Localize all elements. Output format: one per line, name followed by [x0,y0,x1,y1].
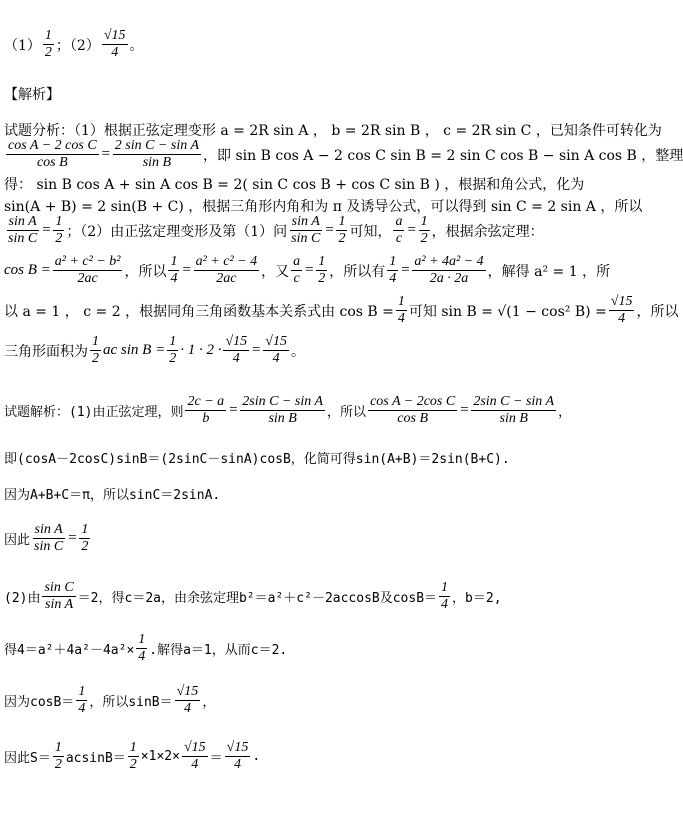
fraction-part: 1 [336,214,347,231]
fraction-part [396,294,407,327]
fraction-part: 2 [55,231,63,247]
fraction-part: sin B [142,155,172,171]
fraction-part [185,394,226,427]
fraction-part: 1 [76,684,87,701]
text-segment: 因为cosB＝ [4,695,75,711]
text-segment: ，所以 [124,263,167,280]
fraction-part [387,254,398,287]
text-segment: 得4＝a²＋4a²－4a²× [4,643,135,659]
fraction [6,138,99,171]
text-segment: = [228,402,239,419]
solution-line-7 [4,684,215,717]
fraction-part: 2 [54,757,62,773]
fraction-part: 1 [53,214,64,231]
analysis-line-6 [4,254,610,287]
fraction-part: sin A [33,522,65,539]
fraction-part [53,254,123,287]
fraction-part: 1 [79,522,90,539]
fraction-part: c [395,231,403,247]
fraction-part: 4 [441,597,449,613]
text-segment: = [304,262,315,279]
fraction-part: a [291,254,302,271]
answer-end: 。 [129,37,144,54]
fraction-part: 2 [81,539,89,555]
fraction-part: 2 [92,351,99,367]
fraction-part [393,214,404,247]
fraction-part [175,684,201,717]
fraction-part: 2ac [216,271,237,287]
fraction-part: 2 [420,231,428,247]
fraction-part: a² + c² − 4 [194,254,260,271]
answer-fraction-2 [102,28,128,61]
fraction-part: 2 [129,757,137,773]
text-segment: ＝2，得c＝2a，由余弦定理b²＝a²＋c²－2accosB及cosB＝ [77,591,438,607]
fraction-part: 1 [387,254,398,271]
text-segment: = [324,222,335,239]
fraction-part: sin B [499,411,528,427]
answer-separator: ；（2） [55,37,100,54]
fraction-part: 4 [111,45,119,61]
fraction-part: sin C [42,580,75,597]
text-segment: 三角形面积为 [4,343,88,360]
fraction-part: 1 [419,214,430,231]
fraction-part [53,740,64,773]
text-segment: 因此S＝ [4,751,51,767]
text-segment: 【解析】 [4,87,60,103]
text-segment: ，又 [261,263,290,280]
fraction-part [240,394,325,427]
fraction-part: cos B [397,411,428,427]
text-segment: 因此 [4,533,31,549]
fraction-part: sin B [268,411,297,427]
fraction-part: 4 [78,701,86,717]
fraction-part [316,254,327,287]
solution-line-1 [4,394,571,427]
fraction-part: 4 [233,757,241,773]
fraction-part: 1 [167,334,178,351]
fraction-part: a² + c² − b² [53,254,123,271]
fraction-part: 1 [136,632,147,649]
fraction-part: 2ac [77,271,98,287]
text-segment: ，所以sinB＝ [89,695,173,711]
text-segment: ，即 sin B cos A − 2 cos C sin B = 2 sin C cos B − sin A cos B ，整理 [203,147,683,164]
fraction-part [182,740,208,773]
solution-line-4 [4,522,92,555]
text-segment: ；（2）由正弦定理变形及第（1）问 [66,223,288,240]
analysis-line-7 [4,294,678,327]
fraction-part: 1 [168,254,179,271]
fraction-part: √15 [225,740,251,757]
fraction-part: 4 [170,271,178,287]
text-segment: 因为A+B+C＝π，所以sinC＝2sinA. [4,488,221,503]
fraction-part [225,740,251,773]
fraction-part: 4 [272,351,280,367]
fraction-part [79,522,90,555]
fraction-part: 1 [43,28,54,45]
fraction-part [6,214,39,247]
fraction-part: sin C [291,231,321,247]
text-segment: 试题分析：（1）根据正弦定理变形 a = 2R sin A ， b = 2R sin B ， c = 2R sin C ，已知条件可转化为 [4,123,662,139]
text-segment: ＝ [209,751,223,767]
fraction-part [263,334,289,367]
answer-part1-label: （1） [4,37,41,54]
fraction-part: 1 [128,740,139,757]
fraction-part [289,214,322,247]
text-segment: 可知 sin B = √(1 − cos² B) = [408,303,607,320]
solution-line-5 [4,580,502,613]
text-segment: ，所以有 [329,263,386,280]
fraction-part: 4 [389,271,397,287]
fraction-part: 4 [618,311,626,327]
solution-line-8 [4,740,260,773]
text-segment: = [251,342,262,359]
text-segment: ， [202,695,216,711]
fraction-part [90,334,101,367]
fraction-part: cos A − 2cos C [368,394,457,411]
analysis-line-1 [4,120,662,140]
fraction-part [223,334,249,367]
fraction-part: 2sin C − sin A [471,394,556,411]
text-segment: . [252,749,261,765]
fraction [113,138,201,171]
text-segment: 以 a = 1 ， c = 2 ，根据同角三角函数基本关系式由 cos B = [4,303,394,320]
text-segment: · 1 · 2 · [180,342,222,359]
fraction-part: b [202,411,210,427]
fraction-part: sin A [45,597,74,613]
text-segment: = [41,222,52,239]
analysis-heading [4,84,60,104]
fraction-part: 1 [316,254,327,271]
text-segment: sin(A + B) = 2 sin(B + C) ，根据三角形内角和为 π 及诱导公式，可以得到 sin C = 2 sin A ，所以 [4,199,643,215]
analysis-line-5 [4,214,544,247]
fraction-part: c [293,271,300,287]
solution-line-2 [4,448,510,467]
text-segment: 得： sin B cos A + sin A cos B = 2( sin C cos B + cos C sin B ) ，根据和角公式，化为 [4,177,585,193]
text-segment: 即(cosA－2cosC)sinB＝(2sinC－sinA)cosB，化简可得sin(A+B)＝2sin(B+C). [4,452,510,467]
fraction-part: cos A − 2 cos C [6,138,99,155]
fraction-part: 2 [44,45,52,61]
fraction-part: 2 [338,231,346,247]
fraction-part [42,580,75,613]
fraction-part: √15 [263,334,289,351]
fraction-part: 2c − a [185,394,226,411]
fraction-part: sin A [7,214,39,231]
analysis-line-3 [4,174,584,194]
fraction-part [368,394,457,427]
text-segment: = [400,262,411,279]
text-segment: acsinB＝ [65,751,126,767]
fraction-part [419,214,430,247]
fraction-part [471,394,556,427]
fraction-part [76,684,87,717]
fraction-part: √15 [223,334,249,351]
fraction-part: 2 [318,271,326,287]
fraction-part [167,334,178,367]
fraction-part: 1 [396,294,407,311]
fraction-part: 1 [439,580,450,597]
text-segment: = [406,222,417,239]
analysis-line-2 [4,138,683,171]
fraction-part: √15 [175,684,201,701]
fraction-part: 2a · 2a [429,271,469,287]
text-segment: ，所以 [636,303,679,320]
fraction-part: 4 [232,351,240,367]
text-segment: ， [558,405,572,421]
fraction-part [136,632,147,665]
text-segment: 试题解析：(1)由正弦定理，则 [4,405,184,421]
fraction-part: √15 [182,740,208,757]
answer-fraction-1 [43,28,54,61]
text-segment: cos B = [4,262,51,279]
text-segment: = [67,530,78,547]
fraction-part [194,254,260,287]
answer-line [4,28,144,61]
fraction-part: cos B [36,155,68,171]
analysis-line-8 [4,334,305,367]
solution-line-6 [4,632,287,665]
fraction-part [53,214,64,247]
fraction-part: 4 [183,701,191,717]
fraction-part: √15 [102,28,128,45]
fraction-part [336,214,347,247]
fraction-part: 1 [90,334,101,351]
fraction-part: a [393,214,404,231]
fraction-part [32,522,65,555]
text-segment: = [100,146,111,163]
fraction-part: 1 [53,740,64,757]
fraction-part: 4 [191,757,199,773]
text-segment: ，b＝2, [452,591,502,607]
fraction-part [412,254,485,287]
fraction-part: 2sin C − sin A [240,394,325,411]
text-segment: (2)由 [4,591,41,607]
text-segment: = [459,402,470,419]
fraction-part: 4 [397,311,405,327]
fraction-part: 2 sin C − sin A [113,138,201,155]
fraction-part [291,254,302,287]
fraction-part: sin A [290,214,322,231]
fraction-part [609,294,635,327]
fraction-part [439,580,450,613]
fraction-part: a² + 4a² − 4 [412,254,485,271]
text-segment: .解得a＝1，从而c＝2. [149,643,288,659]
solution-line-3 [4,484,220,503]
analysis-line-4 [4,196,642,216]
text-segment: ac sin B = [103,342,166,359]
fraction-part: √15 [609,294,635,311]
fraction-part [128,740,139,773]
text-segment: ，解得 a² = 1 ，所 [487,263,611,280]
fraction-part: 4 [138,649,146,665]
text-segment: 。 [290,343,305,360]
text-segment: = [181,262,192,279]
fraction-part: sin C [34,539,64,555]
fraction-part: sin C [8,231,38,247]
text-segment: ×1×2× [140,749,180,765]
text-segment: ，所以 [327,405,367,421]
fraction-part: 2 [169,351,177,367]
text-segment: 可知， [349,223,392,240]
fraction-part [168,254,179,287]
text-segment: ，根据余弦定理： [431,223,544,240]
